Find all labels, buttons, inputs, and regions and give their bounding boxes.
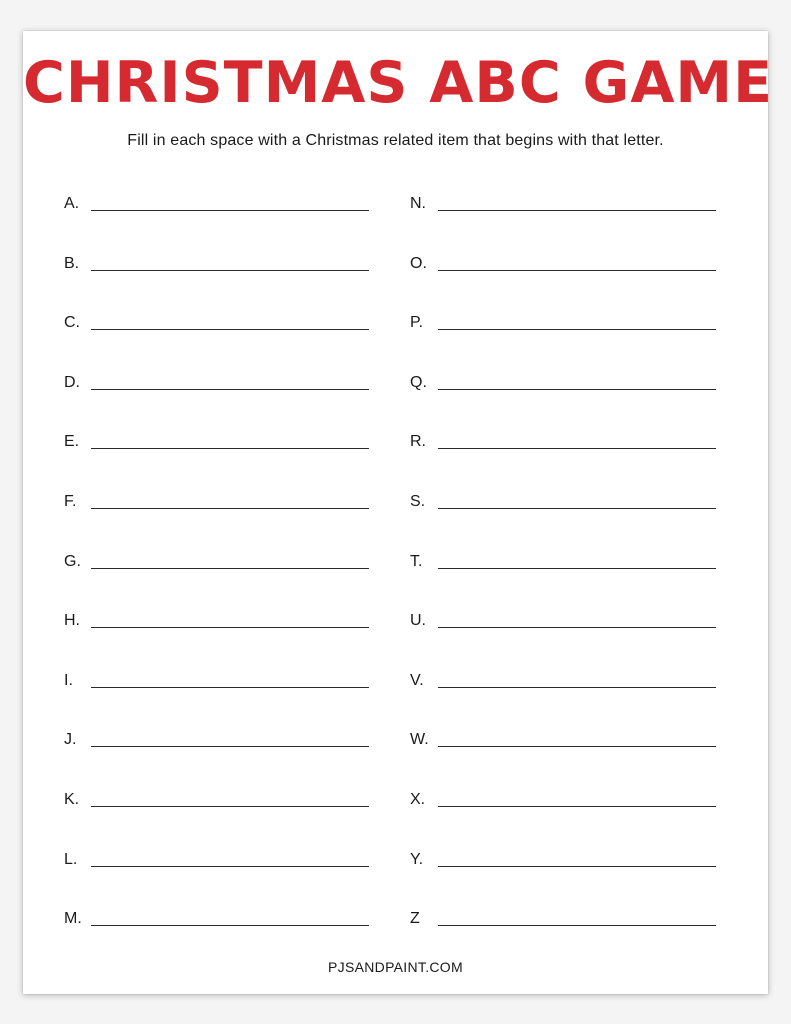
answer-letter-label: Q. [410,374,427,391]
answer-letter-label: U. [410,612,426,629]
answer-letter-label: H. [64,612,80,629]
answer-letter-label: J. [64,731,77,748]
answer-letter-label: N. [410,195,426,212]
answer-blank-line[interactable] [438,866,716,867]
answer-letter-label: Z [410,910,420,927]
answer-letter-label: W. [410,731,429,748]
answer-blank-line[interactable] [438,627,716,628]
answer-letter-label: G. [64,553,81,570]
answer-row [23,553,768,577]
answer-letter-label: M. [64,910,82,927]
answer-row [23,314,768,338]
answer-row [23,493,768,517]
answer-letter-label: R. [410,433,426,450]
answer-row [23,612,768,636]
answer-row [23,672,768,696]
answer-letter-label: S. [410,493,426,510]
answer-row [23,851,768,875]
answer-row [23,433,768,457]
answer-blank-line[interactable] [438,210,716,211]
worksheet-title: CHRISTMAS ABC GAME [23,50,774,116]
answer-row [23,910,768,934]
worksheet-page [23,31,774,994]
answer-letter-label: K. [64,791,80,808]
answer-row [23,195,768,219]
answer-blank-line[interactable] [438,687,716,688]
answer-row [23,791,768,815]
answer-blank-line[interactable] [438,806,716,807]
answer-letter-label: E. [64,433,80,450]
answer-letter-label: B. [64,255,80,272]
answer-blank-line[interactable] [438,568,716,569]
answer-letter-label: I. [64,672,73,689]
answer-letter-label: C. [64,314,80,331]
answer-row [23,374,768,398]
answer-letter-label: Y. [410,851,424,868]
answer-letter-label: T. [410,553,423,570]
answer-blank-line[interactable] [438,508,716,509]
answer-letter-label: F. [64,493,77,510]
answer-letter-label: V. [410,672,424,689]
answer-blank-line[interactable] [438,925,716,926]
answer-letter-label: A. [64,195,80,212]
answer-blank-line[interactable] [438,746,716,747]
answer-blank-line[interactable] [438,389,716,390]
answer-letter-label: P. [410,314,424,331]
answer-blank-line[interactable] [438,448,716,449]
answer-blank-line[interactable] [438,270,716,271]
answer-blank-line[interactable] [438,329,716,330]
worksheet-instructions: Fill in each space with a Christmas related item that begins with that letter. [127,132,664,149]
answer-letter-label: X. [410,791,426,808]
answer-letter-label: D. [64,374,80,391]
answer-row [23,255,768,279]
footer-website: PJSANDPAINT.COM [328,959,463,975]
answer-letter-label: O. [410,255,427,272]
answer-row [23,731,768,755]
answer-letter-label: L. [64,851,78,868]
